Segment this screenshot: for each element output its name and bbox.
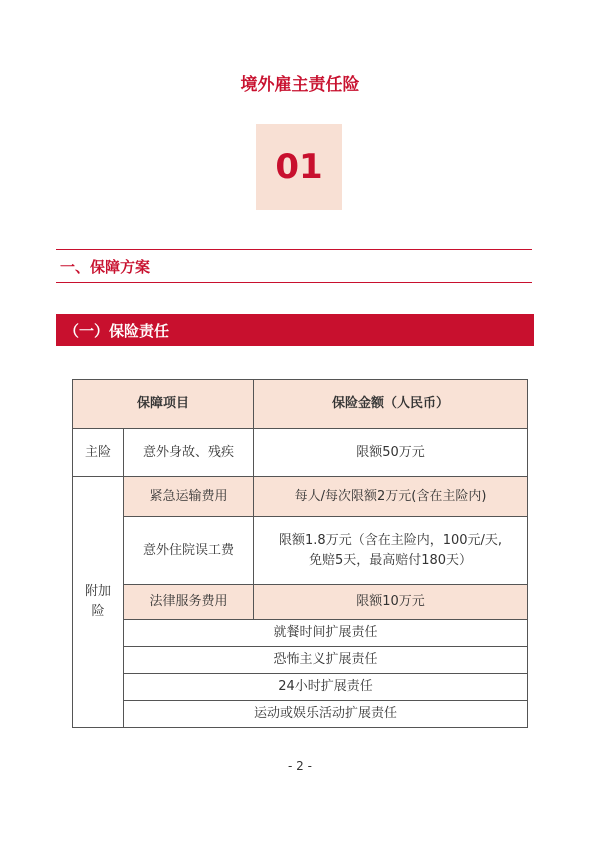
extension-item: 24小时扩展责任 (124, 674, 528, 701)
table-header-row (73, 380, 528, 429)
coverage-amount: 限额10万元 (254, 585, 528, 620)
coverage-amount: 每人/每次限额2万元(含在主险内) (254, 477, 528, 517)
coverage-item: 法律服务费用 (124, 585, 254, 620)
category-rider (73, 477, 124, 728)
coverage-amount-line1: 限额1.8万元（含在主险内，100元/天, (279, 532, 503, 548)
table-row (73, 477, 528, 517)
table-row (73, 647, 528, 674)
category-rider-line2: 险 (91, 604, 105, 619)
document-title: 境外雇主责任险 (240, 75, 360, 95)
table-row (73, 701, 528, 728)
section-heading-bar (56, 249, 532, 283)
subsection-heading: （一）保险责任 (64, 321, 170, 340)
chapter-number-box (256, 124, 342, 210)
extension-item: 就餐时间扩展责任 (124, 620, 528, 647)
coverage-amount-line2: 免赔5天，最高赔付180天） (308, 552, 473, 568)
coverage-item: 意外住院误工费 (124, 517, 254, 585)
coverage-table (72, 379, 528, 728)
subsection-banner (56, 314, 534, 346)
table-row (73, 517, 528, 585)
table-row (73, 674, 528, 701)
extension-item: 运动或娱乐活动扩展责任 (124, 701, 528, 728)
coverage-amount (254, 517, 528, 585)
table-row (73, 620, 528, 647)
chapter-number: 01 (275, 147, 323, 187)
table-row (73, 429, 528, 477)
category-main: 主险 (73, 429, 124, 477)
page-number: - 2 - (288, 759, 312, 773)
section-heading: 一、保障方案 (60, 257, 151, 276)
coverage-amount: 限额50万元 (254, 429, 528, 477)
header-coverage-item: 保障项目 (73, 380, 254, 429)
category-rider-line1: 附加 (84, 584, 111, 599)
coverage-item: 紧急运输费用 (124, 477, 254, 517)
header-insured-amount: 保险金额（人民币） (254, 380, 528, 429)
coverage-item: 意外身故、残疾 (124, 429, 254, 477)
table-row (73, 585, 528, 620)
extension-item: 恐怖主义扩展责任 (124, 647, 528, 674)
